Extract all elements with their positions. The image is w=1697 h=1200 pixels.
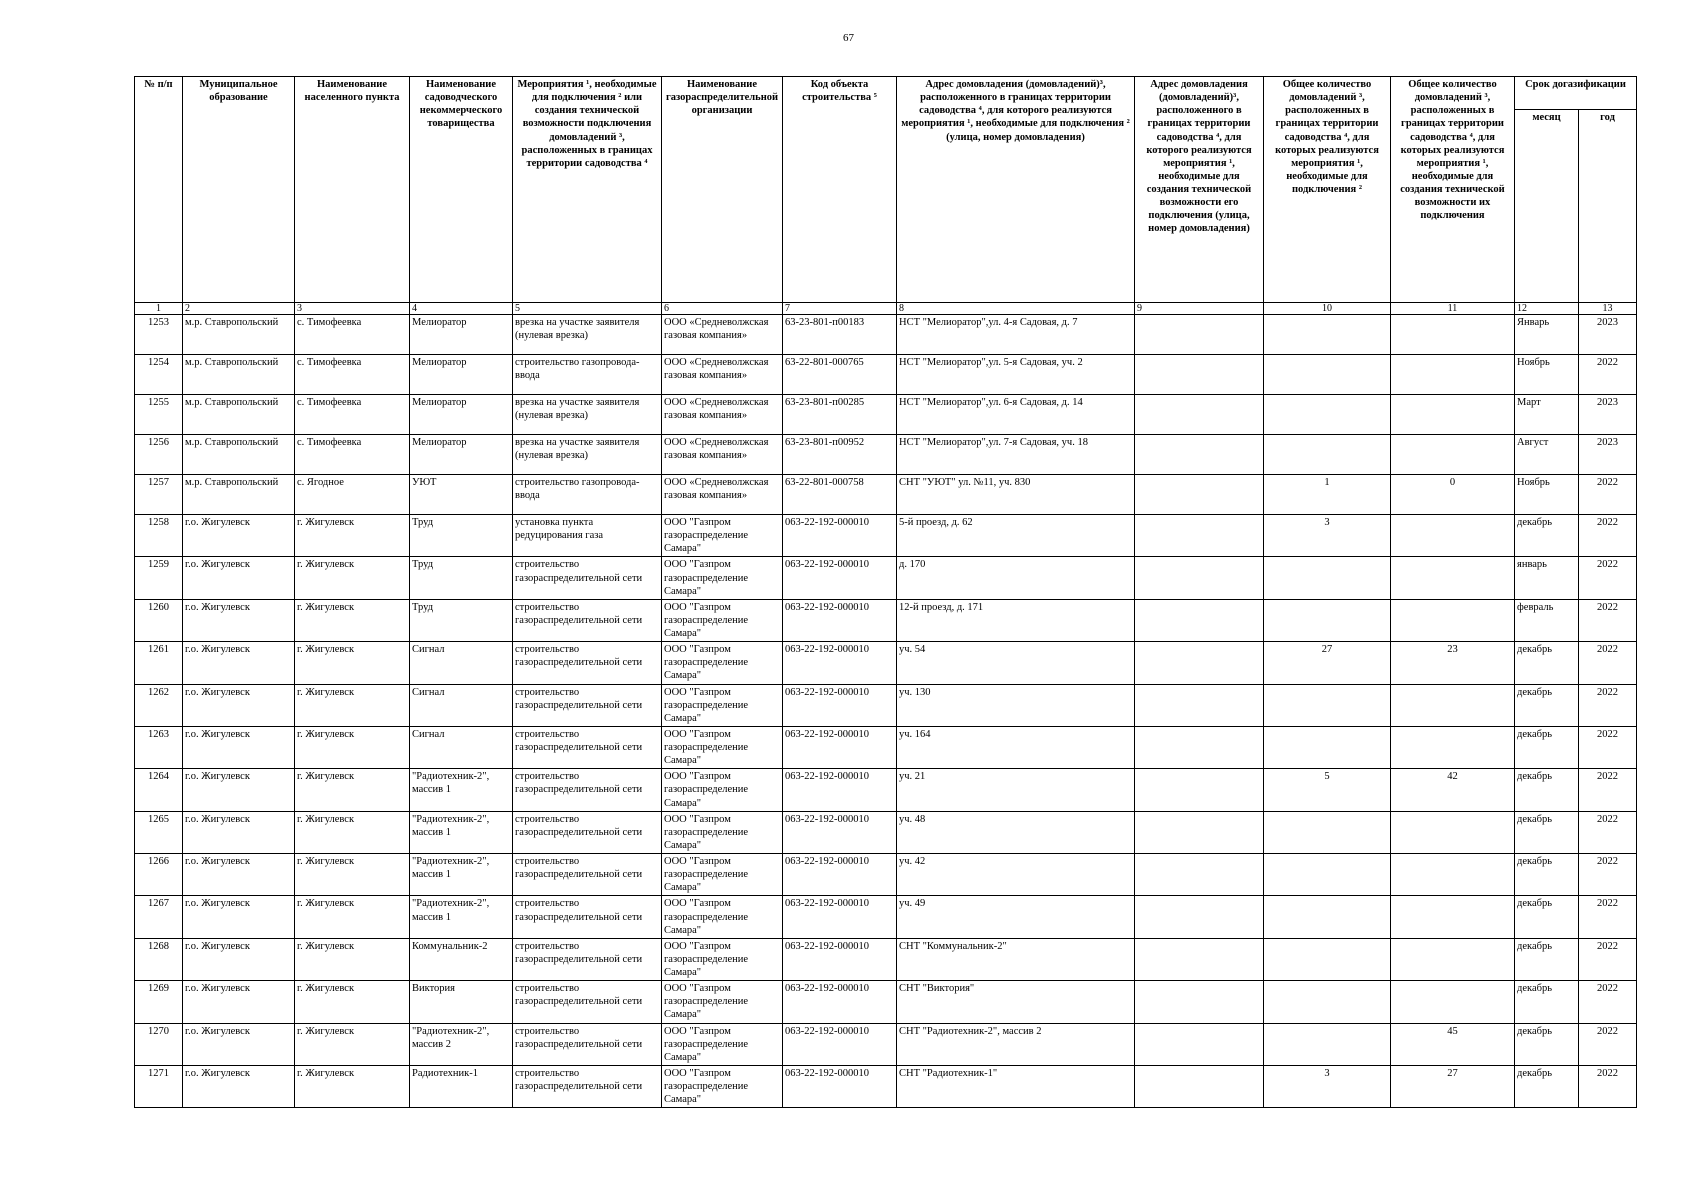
row-number: 1260: [135, 599, 183, 641]
address-capability-cell: [1135, 938, 1264, 980]
year-cell: 2022: [1579, 599, 1637, 641]
partnership-cell: Радиотехник-1: [410, 1065, 513, 1107]
row-number: 1269: [135, 981, 183, 1023]
header-gas-org: Наименование газораспределительной организации: [662, 77, 783, 303]
gas-org-cell: ООО "Газпром газораспределение Самара": [662, 1023, 783, 1065]
object-code-cell: 063-22-192-000010: [783, 896, 897, 938]
address-connection-cell: НСТ "Мелиоратор",ул. 6-я Садовая, д. 14: [897, 395, 1135, 435]
column-number: 13: [1579, 303, 1637, 315]
address-capability-cell: [1135, 769, 1264, 811]
address-connection-cell: СНТ "Радиотехник-2", массив 2: [897, 1023, 1135, 1065]
year-cell: 2023: [1579, 315, 1637, 355]
month-cell: декабрь: [1515, 854, 1579, 896]
count-connection-cell: 1: [1264, 475, 1391, 515]
object-code-cell: 063-22-192-000010: [783, 642, 897, 684]
object-code-cell: 063-22-192-000010: [783, 599, 897, 641]
partnership-cell: Коммунальник-2: [410, 938, 513, 980]
header-address-capability: Адрес домовладения (домовладений)³, расположенного в границах территории садоводства ⁴, для которого реализуются мероприятия ¹, необходимые для создания технической возможности его подключения (улица, номер домовладения): [1135, 77, 1264, 303]
column-number: 12: [1515, 303, 1579, 315]
settlement-cell: с. Ягодное: [295, 475, 410, 515]
header-deadline: Срок догазификации: [1515, 77, 1637, 110]
address-connection-cell: НСТ "Мелиоратор",ул. 4-я Садовая, д. 7: [897, 315, 1135, 355]
settlement-cell: г. Жигулевск: [295, 726, 410, 768]
address-capability-cell: [1135, 1023, 1264, 1065]
month-cell: декабрь: [1515, 769, 1579, 811]
address-capability-cell: [1135, 557, 1264, 599]
address-connection-cell: СНТ "Коммунальник-2": [897, 938, 1135, 980]
settlement-cell: г. Жигулевск: [295, 854, 410, 896]
partnership-cell: Мелиоратор: [410, 435, 513, 475]
partnership-cell: Сигнал: [410, 684, 513, 726]
settlement-cell: г. Жигулевск: [295, 1065, 410, 1107]
count-capability-cell: [1391, 938, 1515, 980]
event-cell: строительство газораспределительной сети: [513, 938, 662, 980]
row-number: 1262: [135, 684, 183, 726]
address-connection-cell: 5-й проезд, д. 62: [897, 515, 1135, 557]
gas-org-cell: ООО "Газпром газораспределение Самара": [662, 769, 783, 811]
address-capability-cell: [1135, 896, 1264, 938]
table-row: [135, 395, 1637, 435]
gas-org-cell: ООО "Газпром газораспределение Самара": [662, 854, 783, 896]
year-cell: 2022: [1579, 515, 1637, 557]
count-connection-cell: [1264, 981, 1391, 1023]
address-capability-cell: [1135, 726, 1264, 768]
gas-org-cell: ООО "Газпром газораспределение Самара": [662, 599, 783, 641]
table-row: [135, 475, 1637, 515]
year-cell: 2022: [1579, 1023, 1637, 1065]
settlement-cell: г. Жигулевск: [295, 642, 410, 684]
count-connection-cell: [1264, 811, 1391, 853]
settlement-cell: г. Жигулевск: [295, 938, 410, 980]
count-capability-cell: [1391, 395, 1515, 435]
gas-org-cell: ООО "Газпром газораспределение Самара": [662, 557, 783, 599]
gas-org-cell: ООО "Газпром газораспределение Самара": [662, 938, 783, 980]
count-capability-cell: [1391, 315, 1515, 355]
object-code-cell: 63-22-801-000758: [783, 475, 897, 515]
count-capability-cell: [1391, 557, 1515, 599]
object-code-cell: 63-22-801-000765: [783, 355, 897, 395]
month-cell: Январь: [1515, 315, 1579, 355]
address-connection-cell: СНТ "Радиотехник-1": [897, 1065, 1135, 1107]
address-capability-cell: [1135, 1065, 1264, 1107]
address-capability-cell: [1135, 435, 1264, 475]
object-code-cell: 63-23-801-п00285: [783, 395, 897, 435]
table-row: [135, 1023, 1637, 1065]
count-connection-cell: [1264, 938, 1391, 980]
partnership-cell: Сигнал: [410, 642, 513, 684]
event-cell: строительство газораспределительной сети: [513, 642, 662, 684]
header-number: № п/п: [135, 77, 183, 303]
gas-org-cell: ООО «Средневолжская газовая компания»: [662, 355, 783, 395]
object-code-cell: 063-22-192-000010: [783, 684, 897, 726]
gas-org-cell: ООО "Газпром газораспределение Самара": [662, 981, 783, 1023]
gas-org-cell: ООО "Газпром газораспределение Самара": [662, 1065, 783, 1107]
gas-org-cell: ООО «Средневолжская газовая компания»: [662, 475, 783, 515]
row-number: 1270: [135, 1023, 183, 1065]
municipality-cell: г.о. Жигулевск: [183, 515, 295, 557]
count-connection-cell: [1264, 684, 1391, 726]
address-connection-cell: уч. 49: [897, 896, 1135, 938]
table-row: [135, 1065, 1637, 1107]
count-capability-cell: [1391, 726, 1515, 768]
address-capability-cell: [1135, 515, 1264, 557]
table-row: [135, 315, 1637, 355]
table-row: [135, 599, 1637, 641]
row-number: 1271: [135, 1065, 183, 1107]
gas-org-cell: ООО "Газпром газораспределение Самара": [662, 896, 783, 938]
address-connection-cell: уч. 42: [897, 854, 1135, 896]
month-cell: Март: [1515, 395, 1579, 435]
table-row: [135, 355, 1637, 395]
header-settlement: Наименование населенного пункта: [295, 77, 410, 303]
year-cell: 2022: [1579, 811, 1637, 853]
municipality-cell: г.о. Жигулевск: [183, 557, 295, 599]
municipality-cell: г.о. Жигулевск: [183, 854, 295, 896]
partnership-cell: Труд: [410, 557, 513, 599]
event-cell: врезка на участке заявителя (нулевая врезка): [513, 315, 662, 355]
count-capability-cell: [1391, 435, 1515, 475]
table-row: [135, 896, 1637, 938]
address-connection-cell: СНТ "Виктория": [897, 981, 1135, 1023]
object-code-cell: 063-22-192-000010: [783, 811, 897, 853]
row-number: 1256: [135, 435, 183, 475]
row-number: 1263: [135, 726, 183, 768]
event-cell: строительство газораспределительной сети: [513, 684, 662, 726]
address-capability-cell: [1135, 684, 1264, 726]
count-connection-cell: [1264, 435, 1391, 475]
row-number: 1261: [135, 642, 183, 684]
page-number: 67: [843, 32, 854, 44]
count-connection-cell: 27: [1264, 642, 1391, 684]
object-code-cell: 063-22-192-000010: [783, 1065, 897, 1107]
count-connection-cell: [1264, 854, 1391, 896]
table-row: [135, 515, 1637, 557]
column-number: 7: [783, 303, 897, 315]
month-cell: январь: [1515, 557, 1579, 599]
table-row: [135, 557, 1637, 599]
month-cell: декабрь: [1515, 981, 1579, 1023]
count-connection-cell: 3: [1264, 1065, 1391, 1107]
month-cell: Ноябрь: [1515, 355, 1579, 395]
address-connection-cell: НСТ "Мелиоратор",ул. 7-я Садовая, уч. 18: [897, 435, 1135, 475]
partnership-cell: "Радиотехник-2", массив 2: [410, 1023, 513, 1065]
year-cell: 2022: [1579, 854, 1637, 896]
settlement-cell: г. Жигулевск: [295, 896, 410, 938]
municipality-cell: г.о. Жигулевск: [183, 938, 295, 980]
column-number: 6: [662, 303, 783, 315]
event-cell: строительство газораспределительной сети: [513, 1023, 662, 1065]
count-capability-cell: 23: [1391, 642, 1515, 684]
year-cell: 2022: [1579, 896, 1637, 938]
count-capability-cell: [1391, 854, 1515, 896]
settlement-cell: г. Жигулевск: [295, 1023, 410, 1065]
row-number: 1265: [135, 811, 183, 853]
header-address-connection: Адрес домовладения (домовладений)³, расположенного в границах территории садоводства ⁴, для которого реализуются мероприятия ¹, необходимые для подключения ² (улица, номер домовладения): [897, 77, 1135, 303]
partnership-cell: "Радиотехник-2", массив 1: [410, 811, 513, 853]
row-number: 1259: [135, 557, 183, 599]
column-number: 9: [1135, 303, 1264, 315]
year-cell: 2022: [1579, 769, 1637, 811]
count-connection-cell: 5: [1264, 769, 1391, 811]
event-cell: установка пункта редуцирования газа: [513, 515, 662, 557]
year-cell: 2022: [1579, 1065, 1637, 1107]
gas-org-cell: ООО «Средневолжская газовая компания»: [662, 435, 783, 475]
settlement-cell: г. Жигулевск: [295, 557, 410, 599]
month-cell: Ноябрь: [1515, 475, 1579, 515]
municipality-cell: м.р. Ставропольский: [183, 395, 295, 435]
object-code-cell: 063-22-192-000010: [783, 557, 897, 599]
year-cell: 2023: [1579, 395, 1637, 435]
settlement-cell: с. Тимофеевка: [295, 435, 410, 475]
address-capability-cell: [1135, 642, 1264, 684]
month-cell: февраль: [1515, 599, 1579, 641]
municipality-cell: м.р. Ставропольский: [183, 435, 295, 475]
table-row: [135, 435, 1637, 475]
address-capability-cell: [1135, 475, 1264, 515]
count-capability-cell: 0: [1391, 475, 1515, 515]
municipality-cell: г.о. Жигулевск: [183, 599, 295, 641]
gas-org-cell: ООО "Газпром газораспределение Самара": [662, 515, 783, 557]
row-number: 1264: [135, 769, 183, 811]
count-connection-cell: 3: [1264, 515, 1391, 557]
row-number: 1258: [135, 515, 183, 557]
municipality-cell: г.о. Жигулевск: [183, 1065, 295, 1107]
column-number: 2: [183, 303, 295, 315]
month-cell: декабрь: [1515, 684, 1579, 726]
year-cell: 2022: [1579, 557, 1637, 599]
table-row: [135, 938, 1637, 980]
year-cell: 2022: [1579, 355, 1637, 395]
address-capability-cell: [1135, 981, 1264, 1023]
column-number: 3: [295, 303, 410, 315]
object-code-cell: 063-22-192-000010: [783, 981, 897, 1023]
count-connection-cell: [1264, 726, 1391, 768]
settlement-cell: г. Жигулевск: [295, 769, 410, 811]
year-cell: 2022: [1579, 938, 1637, 980]
municipality-cell: г.о. Жигулевск: [183, 726, 295, 768]
month-cell: декабрь: [1515, 726, 1579, 768]
month-cell: декабрь: [1515, 811, 1579, 853]
partnership-cell: Труд: [410, 599, 513, 641]
settlement-cell: с. Тимофеевка: [295, 395, 410, 435]
partnership-cell: Виктория: [410, 981, 513, 1023]
table-row: [135, 854, 1637, 896]
address-connection-cell: НСТ "Мелиоратор",ул. 5-я Садовая, уч. 2: [897, 355, 1135, 395]
object-code-cell: 063-22-192-000010: [783, 938, 897, 980]
address-capability-cell: [1135, 395, 1264, 435]
year-cell: 2023: [1579, 435, 1637, 475]
settlement-cell: г. Жигулевск: [295, 684, 410, 726]
table-row: [135, 811, 1637, 853]
address-connection-cell: 12-й проезд, д. 171: [897, 599, 1135, 641]
event-cell: строительство газораспределительной сети: [513, 981, 662, 1023]
address-capability-cell: [1135, 599, 1264, 641]
column-number: 1: [135, 303, 183, 315]
event-cell: строительство газораспределительной сети: [513, 811, 662, 853]
month-cell: Август: [1515, 435, 1579, 475]
header-count-connection: Общее количество домовладений ³, расположенных в границах территории садоводства ⁴, для которых реализуются мероприятия ¹, необходимые для подключения ²: [1264, 77, 1391, 303]
column-number: 11: [1391, 303, 1515, 315]
count-capability-cell: 42: [1391, 769, 1515, 811]
gas-org-cell: ООО "Газпром газораспределение Самара": [662, 642, 783, 684]
count-capability-cell: [1391, 981, 1515, 1023]
column-number-row: [135, 303, 1637, 315]
year-cell: 2022: [1579, 475, 1637, 515]
count-capability-cell: [1391, 811, 1515, 853]
count-capability-cell: 27: [1391, 1065, 1515, 1107]
month-cell: декабрь: [1515, 896, 1579, 938]
year-cell: 2022: [1579, 981, 1637, 1023]
settlement-cell: с. Тимофеевка: [295, 355, 410, 395]
header-events: Мероприятия ¹, необходимые для подключения ² или создания технической возможности подключения домовладений ³, расположенных в границах территории садоводства ⁴: [513, 77, 662, 303]
settlement-cell: г. Жигулевск: [295, 515, 410, 557]
row-number: 1267: [135, 896, 183, 938]
municipality-cell: г.о. Жигулевск: [183, 769, 295, 811]
address-connection-cell: уч. 54: [897, 642, 1135, 684]
count-connection-cell: [1264, 315, 1391, 355]
row-number: 1254: [135, 355, 183, 395]
object-code-cell: 63-23-801-п00183: [783, 315, 897, 355]
row-number: 1255: [135, 395, 183, 435]
partnership-cell: Мелиоратор: [410, 395, 513, 435]
address-capability-cell: [1135, 355, 1264, 395]
month-cell: декабрь: [1515, 1023, 1579, 1065]
gasification-table: [134, 76, 1637, 1108]
count-connection-cell: [1264, 896, 1391, 938]
event-cell: строительство газораспределительной сети: [513, 854, 662, 896]
header-municipality: Муниципальное образование: [183, 77, 295, 303]
count-connection-cell: [1264, 355, 1391, 395]
count-capability-cell: 45: [1391, 1023, 1515, 1065]
address-connection-cell: уч. 130: [897, 684, 1135, 726]
municipality-cell: м.р. Ставропольский: [183, 315, 295, 355]
header-month: месяц: [1515, 110, 1579, 303]
table-row: [135, 981, 1637, 1023]
municipality-cell: м.р. Ставропольский: [183, 475, 295, 515]
header-partnership: Наименование садоводческого некоммерческого товарищества: [410, 77, 513, 303]
row-number: 1257: [135, 475, 183, 515]
column-number: 4: [410, 303, 513, 315]
count-connection-cell: [1264, 395, 1391, 435]
gas-org-cell: ООО "Газпром газораспределение Самара": [662, 811, 783, 853]
table-row: [135, 769, 1637, 811]
column-number: 8: [897, 303, 1135, 315]
count-capability-cell: [1391, 515, 1515, 557]
count-capability-cell: [1391, 355, 1515, 395]
settlement-cell: г. Жигулевск: [295, 981, 410, 1023]
address-connection-cell: уч. 48: [897, 811, 1135, 853]
event-cell: строительство газораспределительной сети: [513, 896, 662, 938]
partnership-cell: "Радиотехник-2", массив 1: [410, 769, 513, 811]
object-code-cell: 063-22-192-000010: [783, 515, 897, 557]
month-cell: декабрь: [1515, 642, 1579, 684]
count-connection-cell: [1264, 557, 1391, 599]
address-connection-cell: уч. 164: [897, 726, 1135, 768]
address-connection-cell: СНТ "УЮТ" ул. №11, уч. 830: [897, 475, 1135, 515]
settlement-cell: г. Жигулевск: [295, 599, 410, 641]
partnership-cell: "Радиотехник-2", массив 1: [410, 896, 513, 938]
count-connection-cell: [1264, 1023, 1391, 1065]
year-cell: 2022: [1579, 726, 1637, 768]
settlement-cell: г. Жигулевск: [295, 811, 410, 853]
row-number: 1268: [135, 938, 183, 980]
municipality-cell: г.о. Жигулевск: [183, 811, 295, 853]
partnership-cell: Труд: [410, 515, 513, 557]
count-capability-cell: [1391, 896, 1515, 938]
event-cell: врезка на участке заявителя (нулевая врезка): [513, 435, 662, 475]
municipality-cell: г.о. Жигулевск: [183, 642, 295, 684]
month-cell: декабрь: [1515, 515, 1579, 557]
month-cell: декабрь: [1515, 938, 1579, 980]
gas-org-cell: ООО «Средневолжская газовая компания»: [662, 315, 783, 355]
municipality-cell: м.р. Ставропольский: [183, 355, 295, 395]
row-number: 1253: [135, 315, 183, 355]
header-object-code: Код объекта строительства ⁵: [783, 77, 897, 303]
gas-org-cell: ООО "Газпром газораспределение Самара": [662, 684, 783, 726]
event-cell: строительство газораспределительной сети: [513, 599, 662, 641]
address-connection-cell: д. 170: [897, 557, 1135, 599]
municipality-cell: г.о. Жигулевск: [183, 896, 295, 938]
table-row: [135, 726, 1637, 768]
object-code-cell: 063-22-192-000010: [783, 726, 897, 768]
table-row: [135, 684, 1637, 726]
count-capability-cell: [1391, 599, 1515, 641]
event-cell: строительство газораспределительной сети: [513, 557, 662, 599]
partnership-cell: УЮТ: [410, 475, 513, 515]
object-code-cell: 63-23-801-п00952: [783, 435, 897, 475]
gas-org-cell: ООО «Средневолжская газовая компания»: [662, 395, 783, 435]
gas-org-cell: ООО "Газпром газораспределение Самара": [662, 726, 783, 768]
municipality-cell: г.о. Жигулевск: [183, 1023, 295, 1065]
event-cell: строительство газопровода-ввода: [513, 475, 662, 515]
row-number: 1266: [135, 854, 183, 896]
month-cell: декабрь: [1515, 1065, 1579, 1107]
column-number: 10: [1264, 303, 1391, 315]
settlement-cell: с. Тимофеевка: [295, 315, 410, 355]
municipality-cell: г.о. Жигулевск: [183, 981, 295, 1023]
object-code-cell: 063-22-192-000010: [783, 854, 897, 896]
column-number: 5: [513, 303, 662, 315]
event-cell: строительство газораспределительной сети: [513, 726, 662, 768]
partnership-cell: Мелиоратор: [410, 355, 513, 395]
address-capability-cell: [1135, 854, 1264, 896]
partnership-cell: "Радиотехник-2", массив 1: [410, 854, 513, 896]
count-connection-cell: [1264, 599, 1391, 641]
event-cell: строительство газораспределительной сети: [513, 769, 662, 811]
year-cell: 2022: [1579, 684, 1637, 726]
address-capability-cell: [1135, 315, 1264, 355]
table-row: [135, 642, 1637, 684]
object-code-cell: 063-22-192-000010: [783, 1023, 897, 1065]
event-cell: строительство газораспределительной сети: [513, 1065, 662, 1107]
municipality-cell: г.о. Жигулевск: [183, 684, 295, 726]
header-count-capability: Общее количество домовладений ³, расположенных в границах территории садоводства ⁴, для которых реализуются мероприятия ¹, необходимые для создания технической возможности их подключения: [1391, 77, 1515, 303]
address-capability-cell: [1135, 811, 1264, 853]
partnership-cell: Сигнал: [410, 726, 513, 768]
partnership-cell: Мелиоратор: [410, 315, 513, 355]
event-cell: врезка на участке заявителя (нулевая врезка): [513, 395, 662, 435]
address-connection-cell: уч. 21: [897, 769, 1135, 811]
header-year: год: [1579, 110, 1637, 303]
year-cell: 2022: [1579, 642, 1637, 684]
count-capability-cell: [1391, 684, 1515, 726]
object-code-cell: 063-22-192-000010: [783, 769, 897, 811]
event-cell: строительство газопровода-ввода: [513, 355, 662, 395]
